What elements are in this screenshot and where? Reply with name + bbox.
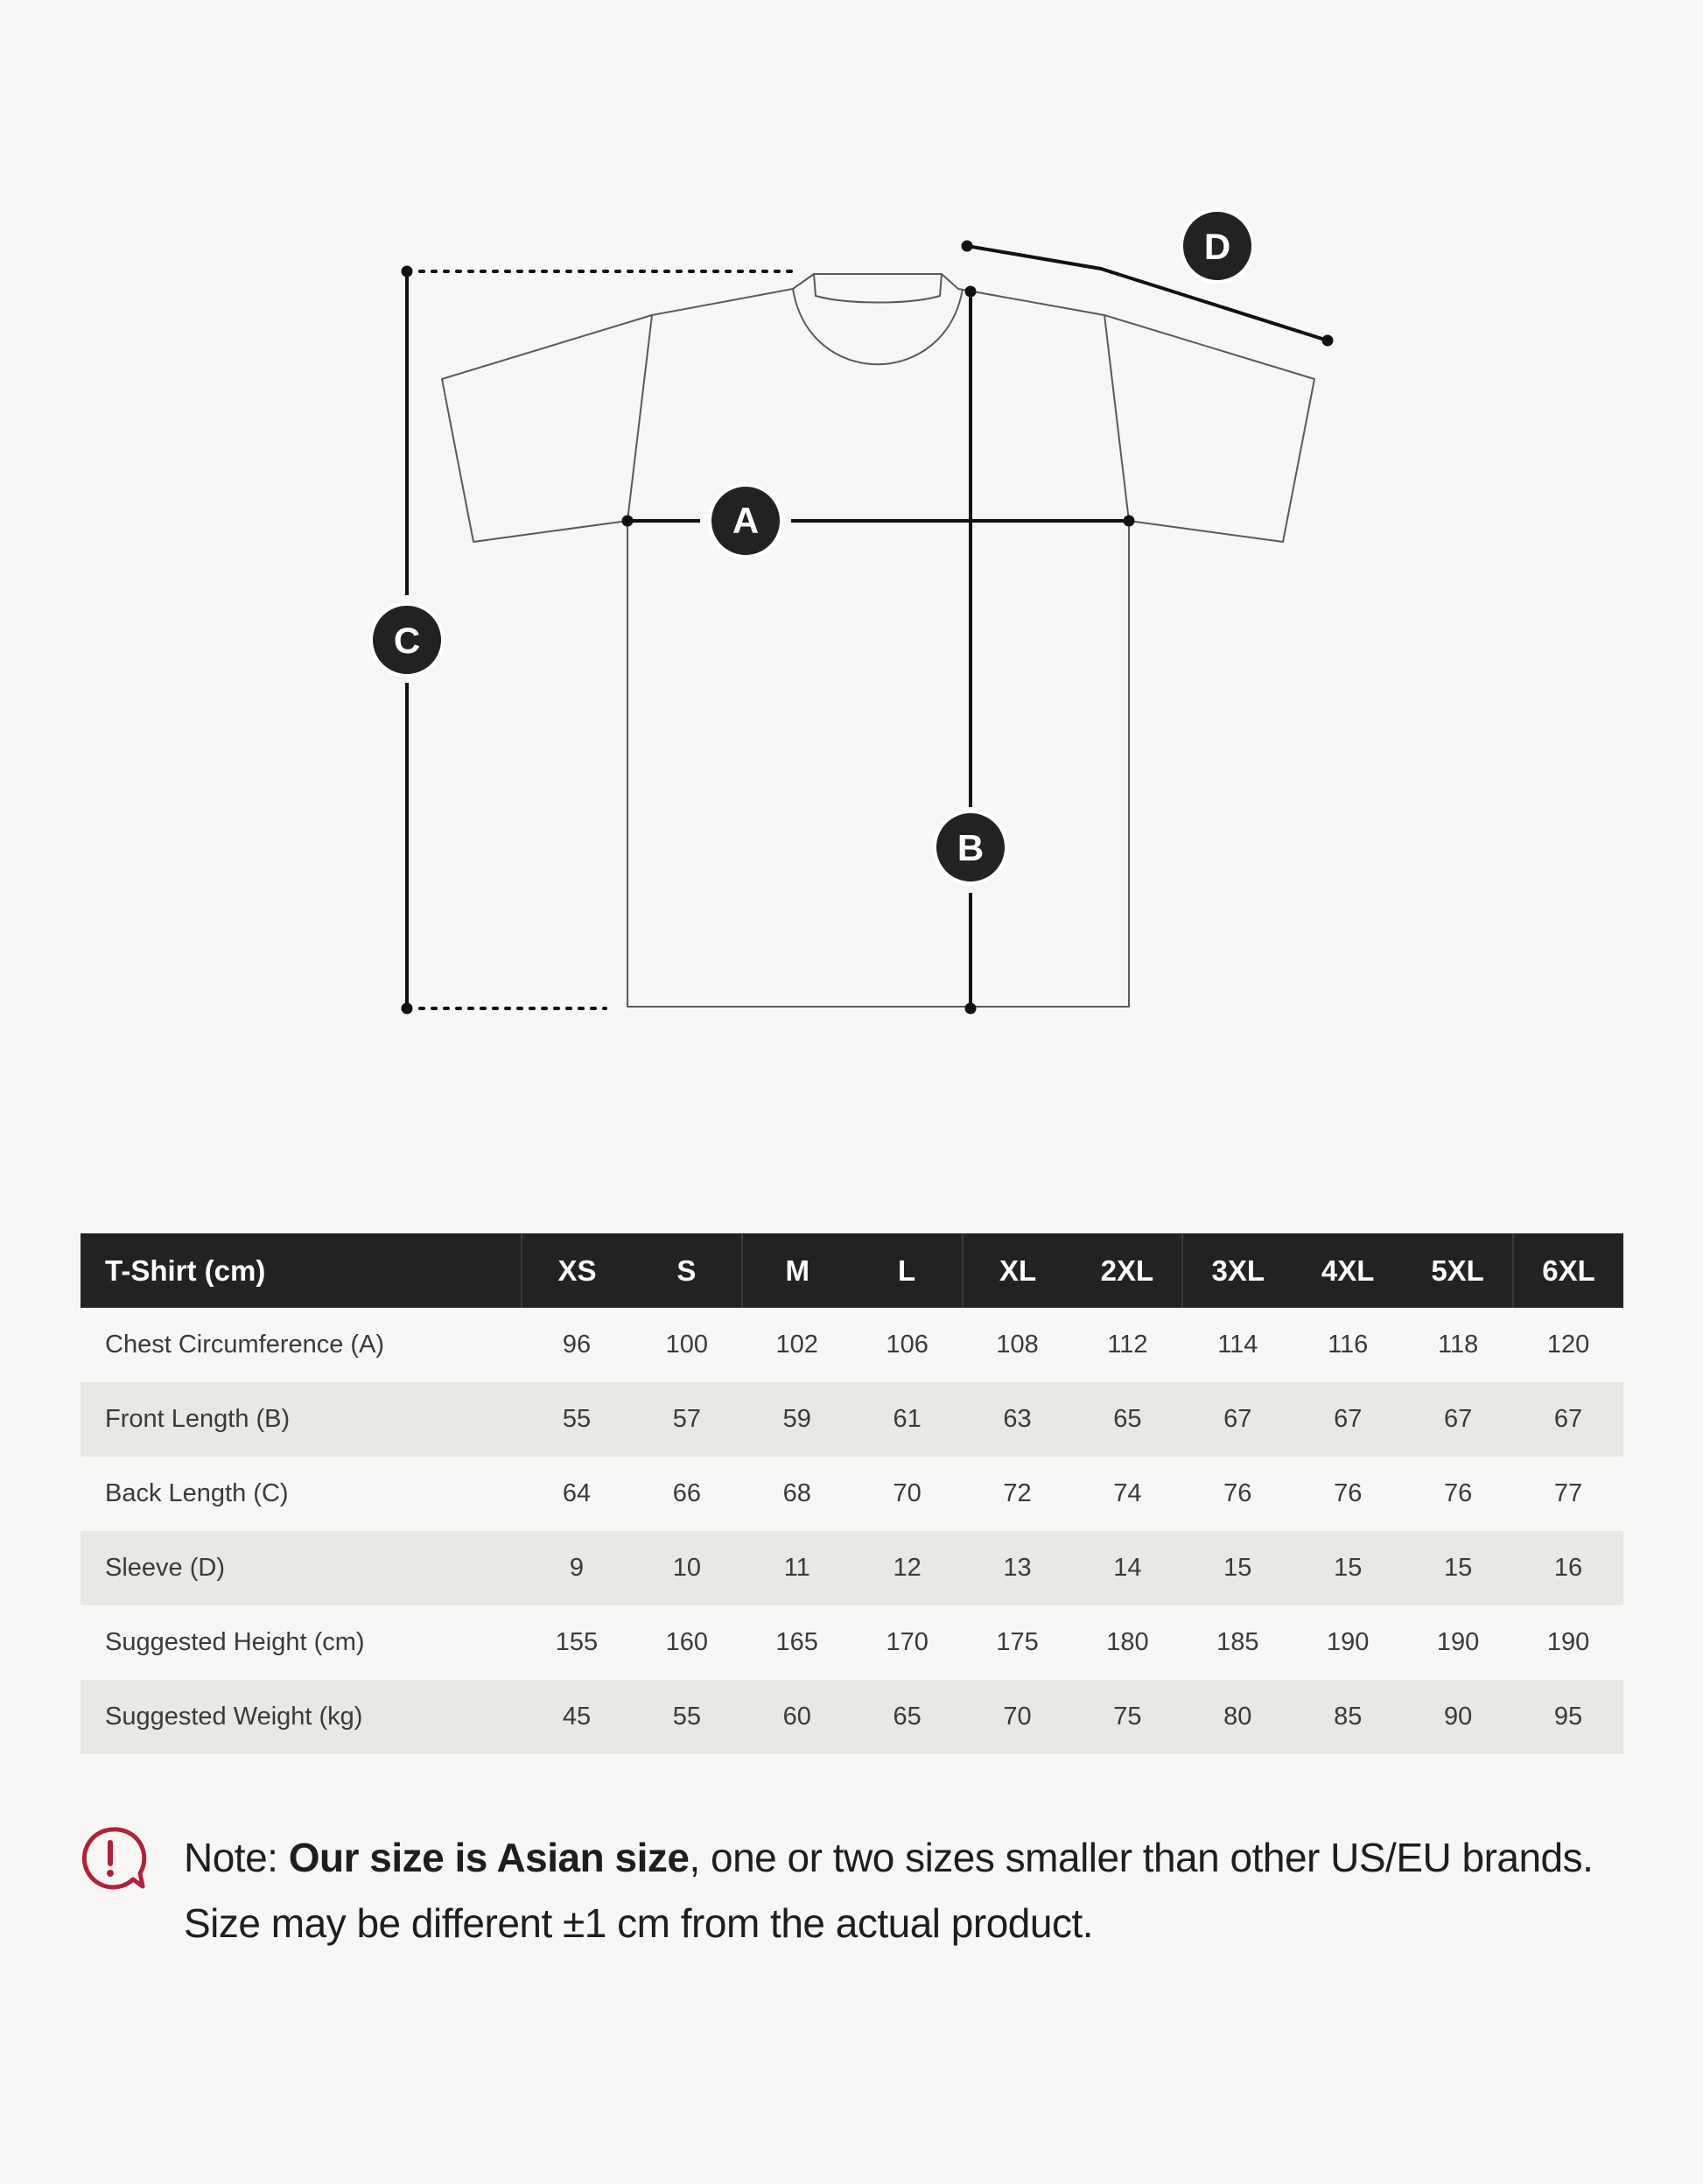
size-value-cell: 75 xyxy=(1072,1680,1182,1754)
size-header-2xl: 2XL xyxy=(1072,1233,1182,1308)
size-value-cell: 15 xyxy=(1293,1531,1403,1605)
size-value-cell: 95 xyxy=(1513,1680,1623,1754)
size-value-cell: 116 xyxy=(1328,1331,1369,1359)
table-row xyxy=(81,1680,1623,1754)
size-value-cell: 155 xyxy=(555,1628,599,1656)
size-value-cell: 77 xyxy=(1553,1479,1583,1507)
size-value-cell: 160 xyxy=(665,1628,709,1656)
size-value-cell: 60 xyxy=(742,1680,852,1754)
size-header-3xl: 3XL xyxy=(1182,1233,1293,1308)
size-header-l: L xyxy=(852,1233,963,1308)
size-value-cell: 70 xyxy=(893,1479,922,1507)
note-bold: Our size is Asian size xyxy=(288,1835,690,1880)
size-value-cell: 57 xyxy=(632,1382,742,1457)
size-value-cell: 120 xyxy=(1546,1331,1590,1359)
size-value-cell: 70 xyxy=(963,1680,1073,1754)
size-value-cell: 76 xyxy=(1443,1479,1473,1507)
size-value-cell: 14 xyxy=(1072,1531,1182,1605)
table-row xyxy=(81,1531,1623,1605)
size-value-cell: 12 xyxy=(852,1531,963,1605)
size-value-cell: 66 xyxy=(672,1479,701,1507)
size-value-cell: 80 xyxy=(1182,1680,1293,1754)
size-value-cell: 10 xyxy=(632,1531,742,1605)
svg-text:C: C xyxy=(393,620,421,661)
marker-b xyxy=(935,811,1006,883)
size-value-cell: 76 xyxy=(1334,1479,1363,1507)
size-value-cell: 170 xyxy=(886,1628,929,1656)
row-label: Back Length (C) xyxy=(105,1479,289,1507)
size-value-cell: 190 xyxy=(1436,1628,1480,1656)
size-value-cell: 96 xyxy=(562,1331,592,1359)
size-value-cell: 67 xyxy=(1403,1382,1513,1457)
size-value-cell: 11 xyxy=(742,1531,852,1605)
size-value-cell: 72 xyxy=(1003,1479,1032,1507)
size-value-cell: 108 xyxy=(996,1331,1039,1359)
measurement-lines xyxy=(407,246,1328,1008)
row-label: Chest Circumference (A) xyxy=(105,1331,385,1359)
size-value-cell: 118 xyxy=(1437,1331,1479,1359)
alert-speech-bubble-icon xyxy=(79,1825,147,1893)
size-chart-table xyxy=(81,1233,1623,1754)
size-value-cell: 74 xyxy=(1113,1479,1142,1507)
table-header-label: T-Shirt (cm) xyxy=(81,1233,522,1308)
size-value-cell: 15 xyxy=(1403,1531,1513,1605)
svg-text:A: A xyxy=(732,500,760,541)
size-value-cell: 180 xyxy=(1106,1628,1149,1656)
size-value-cell: 16 xyxy=(1513,1531,1623,1605)
size-value-cell: 112 xyxy=(1107,1331,1148,1359)
size-value-cell: 67 xyxy=(1182,1382,1293,1457)
size-value-cell: 106 xyxy=(886,1331,929,1359)
table-row xyxy=(81,1457,1623,1531)
note-line2: Size may be different ±1 cm from the actual product. xyxy=(184,1900,1094,1946)
marker-d xyxy=(1181,210,1253,282)
size-value-cell: 61 xyxy=(852,1382,963,1457)
size-header-s: S xyxy=(632,1233,742,1308)
size-header-xs: XS xyxy=(522,1233,632,1308)
size-value-cell: 13 xyxy=(963,1531,1073,1605)
row-label: Suggested Weight (kg) xyxy=(81,1680,522,1754)
size-header-6xl: 6XL xyxy=(1513,1233,1623,1308)
size-header-4xl: 4XL xyxy=(1293,1233,1403,1308)
size-value-cell: 185 xyxy=(1216,1628,1259,1656)
note-text xyxy=(184,1825,1703,1956)
size-value-cell: 63 xyxy=(963,1382,1073,1457)
size-value-cell: 190 xyxy=(1546,1628,1590,1656)
size-value-cell: 102 xyxy=(775,1331,818,1359)
size-header-5xl: 5XL xyxy=(1403,1233,1513,1308)
table-row xyxy=(81,1382,1623,1457)
size-value-cell: 45 xyxy=(522,1680,632,1754)
size-value-cell: 90 xyxy=(1403,1680,1513,1754)
size-value-cell: 76 xyxy=(1223,1479,1252,1507)
size-value-cell: 64 xyxy=(562,1479,592,1507)
row-label: Front Length (B) xyxy=(81,1382,522,1457)
marker-c xyxy=(371,604,443,676)
row-label: Sleeve (D) xyxy=(81,1531,522,1605)
size-value-cell: 100 xyxy=(665,1331,709,1359)
size-header-m: M xyxy=(742,1233,852,1308)
table-row xyxy=(81,1308,1623,1382)
measurement-endpoints xyxy=(402,241,1334,1015)
row-label: Suggested Height (cm) xyxy=(105,1628,365,1656)
size-value-cell: 59 xyxy=(742,1382,852,1457)
size-value-cell: 55 xyxy=(632,1680,742,1754)
size-value-cell: 65 xyxy=(1072,1382,1182,1457)
size-value-cell: 67 xyxy=(1513,1382,1623,1457)
svg-text:B: B xyxy=(957,827,985,868)
table-header-row xyxy=(81,1233,1623,1308)
marker-a xyxy=(710,485,781,557)
size-value-cell: 9 xyxy=(522,1531,632,1605)
size-value-cell: 114 xyxy=(1217,1331,1258,1359)
size-header-xl: XL xyxy=(963,1233,1073,1308)
size-value-cell: 65 xyxy=(852,1680,963,1754)
guide-dotted-lines xyxy=(420,271,798,1008)
size-value-cell: 85 xyxy=(1293,1680,1403,1754)
tshirt-outline xyxy=(442,274,1314,1007)
table-row xyxy=(81,1605,1623,1680)
note-prefix: Note: xyxy=(184,1835,289,1880)
size-value-cell: 55 xyxy=(522,1382,632,1457)
size-value-cell: 165 xyxy=(775,1628,818,1656)
size-value-cell: 68 xyxy=(782,1479,811,1507)
svg-text:D: D xyxy=(1203,226,1231,267)
note-rest: , one or two sizes smaller than other US/EU brands. xyxy=(689,1835,1594,1880)
size-value-cell: 175 xyxy=(996,1628,1039,1656)
size-value-cell: 190 xyxy=(1327,1628,1370,1656)
size-value-cell: 15 xyxy=(1182,1531,1293,1605)
size-value-cell: 67 xyxy=(1293,1382,1403,1457)
